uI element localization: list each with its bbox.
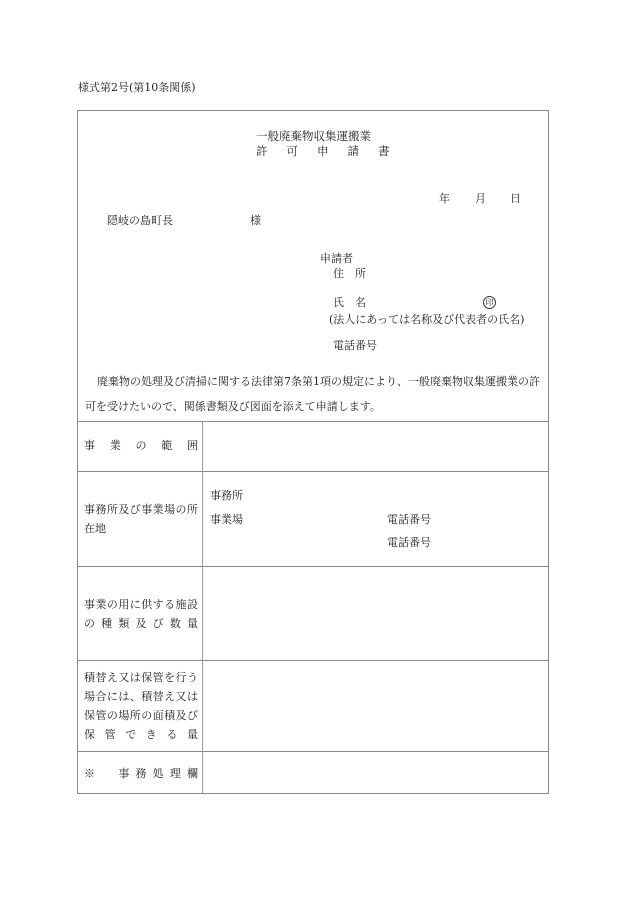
row-divider <box>77 471 549 472</box>
label-office-location: 事務所及び事業場の所在地 <box>84 503 198 535</box>
date-year-label: 年 <box>439 192 450 205</box>
date-day-label: 日 <box>510 192 521 205</box>
title-char: 可 <box>286 144 298 158</box>
label-facilities: 事業の用に供する施設の種類及び数量 <box>84 598 198 630</box>
title-char: 申 <box>317 144 329 158</box>
applicant-phone-label: 電話番号 <box>333 339 377 352</box>
applicant-address-label: 住 所 <box>333 267 366 280</box>
column-divider <box>202 421 203 794</box>
addressee-honorific: 様 <box>250 214 261 227</box>
site-phone-label: 電話番号 <box>387 536 431 549</box>
row-divider <box>77 751 549 752</box>
label-business-scope: 事 業 の 範 囲 <box>84 439 198 452</box>
form-title-line2 <box>256 146 390 158</box>
label-storage: 積替え又は保管を行う場合には、積替え又は保管の場所の面積及び保管できる量 <box>84 671 198 741</box>
corporate-note: (法人にあっては名称及び代表者の氏名) <box>329 313 525 326</box>
row-divider <box>77 421 549 422</box>
label-office-use: ※ 事務処理欄 <box>84 767 198 780</box>
form-title-line1: 一般廃棄物収集運搬業 <box>256 129 371 143</box>
applicant-name-label: 氏 名 <box>333 296 366 309</box>
row-divider <box>77 660 549 661</box>
date-month-label: 月 <box>475 192 486 205</box>
office-label: 事務所 <box>210 489 243 502</box>
title-char: 請 <box>347 144 359 158</box>
application-statement: 廃棄物の処理及び清掃に関する法律第7条第1項の規定により、一般廃棄物収集運搬業の許可を受けたいので、関係書類及び図面を添えて申請します。 <box>85 375 540 413</box>
form-number: 様式第2号(第10条関係) <box>78 81 196 94</box>
addressee-name: 隠岐の島町長 <box>107 214 173 227</box>
site-label: 事業場 <box>210 513 243 526</box>
title-char: 許 <box>256 144 268 158</box>
seal-icon: 印 <box>483 296 496 309</box>
row-divider <box>77 566 549 567</box>
applicant-heading: 申請者 <box>320 252 353 265</box>
office-phone-label: 電話番号 <box>387 513 431 526</box>
title-char: 書 <box>378 144 390 158</box>
